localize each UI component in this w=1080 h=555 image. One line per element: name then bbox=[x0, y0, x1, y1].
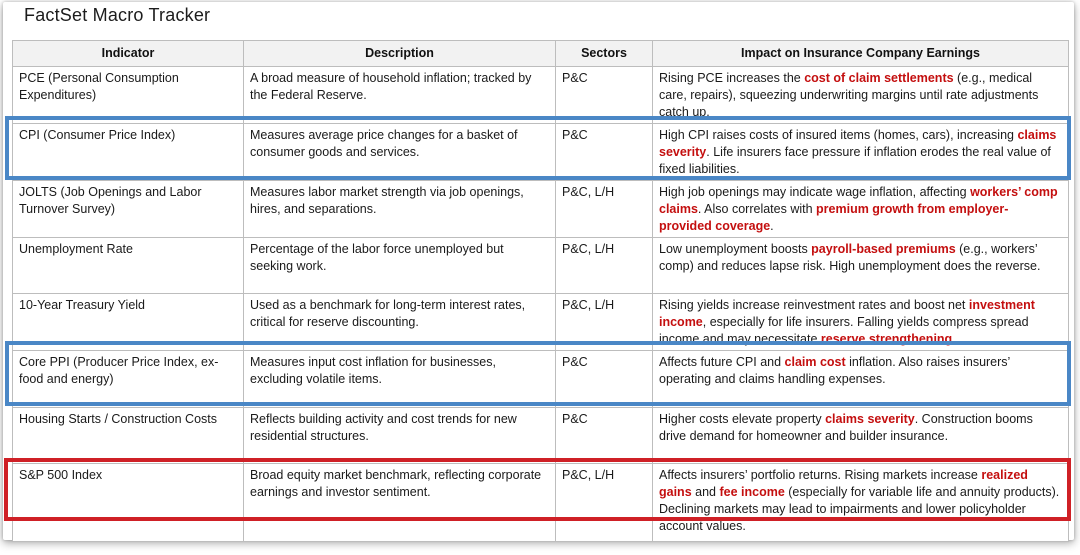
impact-cell: High CPI raises costs of insured items (homes, cars), increasing claims severity. Life insurers face pressure if inflation erodes the real value of fixed liabilities. bbox=[653, 124, 1069, 181]
sectors-cell: P&C, L/H bbox=[556, 464, 653, 542]
indicator-cell: Housing Starts / Construction Costs bbox=[13, 408, 244, 464]
sectors-cell: P&C bbox=[556, 67, 653, 124]
column-header-sectors: Sectors bbox=[556, 41, 653, 67]
column-header-impact: Impact on Insurance Company Earnings bbox=[653, 41, 1069, 67]
table-row bbox=[13, 294, 1069, 351]
table-body bbox=[13, 67, 1069, 542]
impact-cell: Low unemployment boosts payroll-based premiums (e.g., workers’ comp) and reduces lapse risk. High unemployment does the reverse. bbox=[653, 238, 1069, 294]
impact-cell: Affects future CPI and claim cost inflation. Also raises insurers’ operating and claims handling expenses. bbox=[653, 351, 1069, 408]
table-row bbox=[13, 181, 1069, 238]
sectors-cell: P&C bbox=[556, 124, 653, 181]
indicator-cell: CPI (Consumer Price Index) bbox=[13, 124, 244, 181]
table-row bbox=[13, 238, 1069, 294]
description-cell: Measures labor market strength via job openings, hires, and separations. bbox=[244, 181, 556, 238]
sectors-cell: P&C, L/H bbox=[556, 294, 653, 351]
impact-cell: High job openings may indicate wage inflation, affecting workers’ comp claims. Also correlates with premium growth from employer-provided coverage. bbox=[653, 181, 1069, 238]
description-cell: Percentage of the labor force unemployed but seeking work. bbox=[244, 238, 556, 294]
table-row bbox=[13, 408, 1069, 464]
sectors-cell: P&C bbox=[556, 351, 653, 408]
impact-cell: Rising yields increase reinvestment rates and boost net investment income, especially for life insurers. Falling yields compress spread income and may necessitate reserve strengthening. bbox=[653, 294, 1069, 351]
description-cell: Broad equity market benchmark, reflecting corporate earnings and investor sentiment. bbox=[244, 464, 556, 542]
page-title: FactSet Macro Tracker bbox=[24, 5, 211, 25]
description-cell: Reflects building activity and cost trends for new residential structures. bbox=[244, 408, 556, 464]
impact-cell: Rising PCE increases the cost of claim settlements (e.g., medical care, repairs), squeezing underwriting margins until rate adjustments catch up. bbox=[653, 67, 1069, 124]
indicator-cell: Unemployment Rate bbox=[13, 238, 244, 294]
impact-cell: Higher costs elevate property claims severity. Construction booms drive demand for homeowner and builder insurance. bbox=[653, 408, 1069, 464]
table-row bbox=[13, 464, 1069, 542]
sectors-cell: P&C, L/H bbox=[556, 238, 653, 294]
description-cell: Used as a benchmark for long-term interest rates, critical for reserve discounting. bbox=[244, 294, 556, 351]
indicator-cell: 10-Year Treasury Yield bbox=[13, 294, 244, 351]
column-header-description: Description bbox=[244, 41, 556, 67]
sectors-cell: P&C, L/H bbox=[556, 181, 653, 238]
table-row bbox=[13, 124, 1069, 181]
description-cell: A broad measure of household inflation; tracked by the Federal Reserve. bbox=[244, 67, 556, 124]
indicator-cell: S&P 500 Index bbox=[13, 464, 244, 542]
table-row bbox=[13, 67, 1069, 124]
table-header-row bbox=[13, 41, 1069, 67]
description-cell: Measures average price changes for a basket of consumer goods and services. bbox=[244, 124, 556, 181]
impact-cell: Affects insurers’ portfolio returns. Rising markets increase realized gains and fee income (especially for variable life and annuity products). Declining markets may lead to impairments and lower policyholder account values. bbox=[653, 464, 1069, 542]
macro-tracker-table bbox=[12, 40, 1069, 542]
table-row bbox=[13, 351, 1069, 408]
indicator-cell: Core PPI (Producer Price Index, ex-food and energy) bbox=[13, 351, 244, 408]
indicator-cell: JOLTS (Job Openings and Labor Turnover Survey) bbox=[13, 181, 244, 238]
column-header-indicator: Indicator bbox=[13, 41, 244, 67]
description-cell: Measures input cost inflation for businesses, excluding volatile items. bbox=[244, 351, 556, 408]
sectors-cell: P&C bbox=[556, 408, 653, 464]
indicator-cell: PCE (Personal Consumption Expenditures) bbox=[13, 67, 244, 124]
